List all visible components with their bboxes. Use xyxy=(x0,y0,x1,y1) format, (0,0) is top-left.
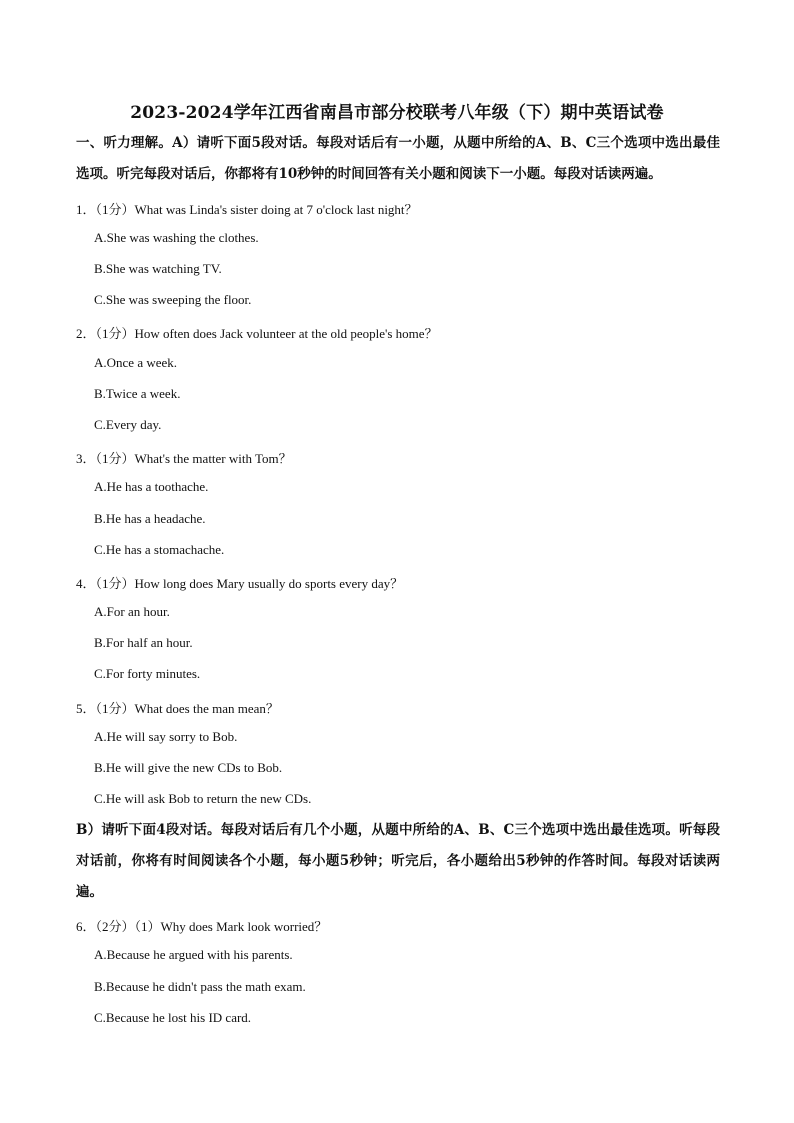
question-3: 3．（1分）What's the matter with Tom？ xyxy=(76,451,292,466)
question-1: 1．（1分）What was Linda's sister doing at 7 o'clock last night？ xyxy=(76,202,418,217)
option-2a: A.Once a week. xyxy=(94,355,178,370)
section-b-instructions: B）请听下面4段对话。每段对话后有几个小题，从题中所给的A、B、C三个选项中选出最佳选项。听每段对话前，你将有时间阅读各个小题，每小题5秒钟；听完后，各小题给出5秒钟的作答时间。每段对话读两遍。 xyxy=(76,822,720,900)
question-6: 6．（2分）（1）Why does Mark look worried？ xyxy=(76,919,328,934)
page-title: 2023-2024学年江西省南昌市部分校联考八年级（下）期中英语试卷 xyxy=(130,103,664,123)
question-2: 2．（1分）How often does Jack volunteer at the old people's home？ xyxy=(76,326,438,341)
option-1c: C.She was sweeping the floor. xyxy=(94,292,252,307)
option-2b: B.Twice a week. xyxy=(94,386,181,401)
option-1a: A.She was washing the clothes. xyxy=(94,230,259,245)
option-5a: A.He will say sorry to Bob. xyxy=(94,729,238,744)
option-5c: C.He will ask Bob to return the new CDs. xyxy=(94,791,312,806)
option-3c: C.He has a stomachache. xyxy=(94,542,225,557)
option-6b: B.Because he didn't pass the math exam. xyxy=(94,979,306,994)
option-6a: A.Because he argued with his parents. xyxy=(94,947,293,962)
option-4c: C.For forty minutes. xyxy=(94,666,201,681)
option-2c: C.Every day. xyxy=(94,417,162,432)
option-3b: B.He has a headache. xyxy=(94,511,206,526)
option-6c: C.Because he lost his ID card. xyxy=(94,1010,252,1025)
question-4: 4．（1分）How long does Mary usually do sports every day？ xyxy=(76,576,404,591)
section-a-instructions: 一、听力理解。A）请听下面5段对话。每段对话后有一小题，从题中所给的A、B、C三个选项中选出最佳选项。听完每段对话后，你都将有10秒钟的时间回答有关小题和阅读下一小题。每段对话读两遍。 xyxy=(76,135,720,182)
option-5b: B.He will give the new CDs to Bob. xyxy=(94,760,283,775)
question-5: 5．（1分）What does the man mean？ xyxy=(76,701,279,716)
option-3a: A.He has a toothache. xyxy=(94,479,209,494)
option-4b: B.For half an hour. xyxy=(94,635,193,650)
option-1b: B.She was watching TV. xyxy=(94,261,222,276)
option-4a: A.For an hour. xyxy=(94,604,170,619)
